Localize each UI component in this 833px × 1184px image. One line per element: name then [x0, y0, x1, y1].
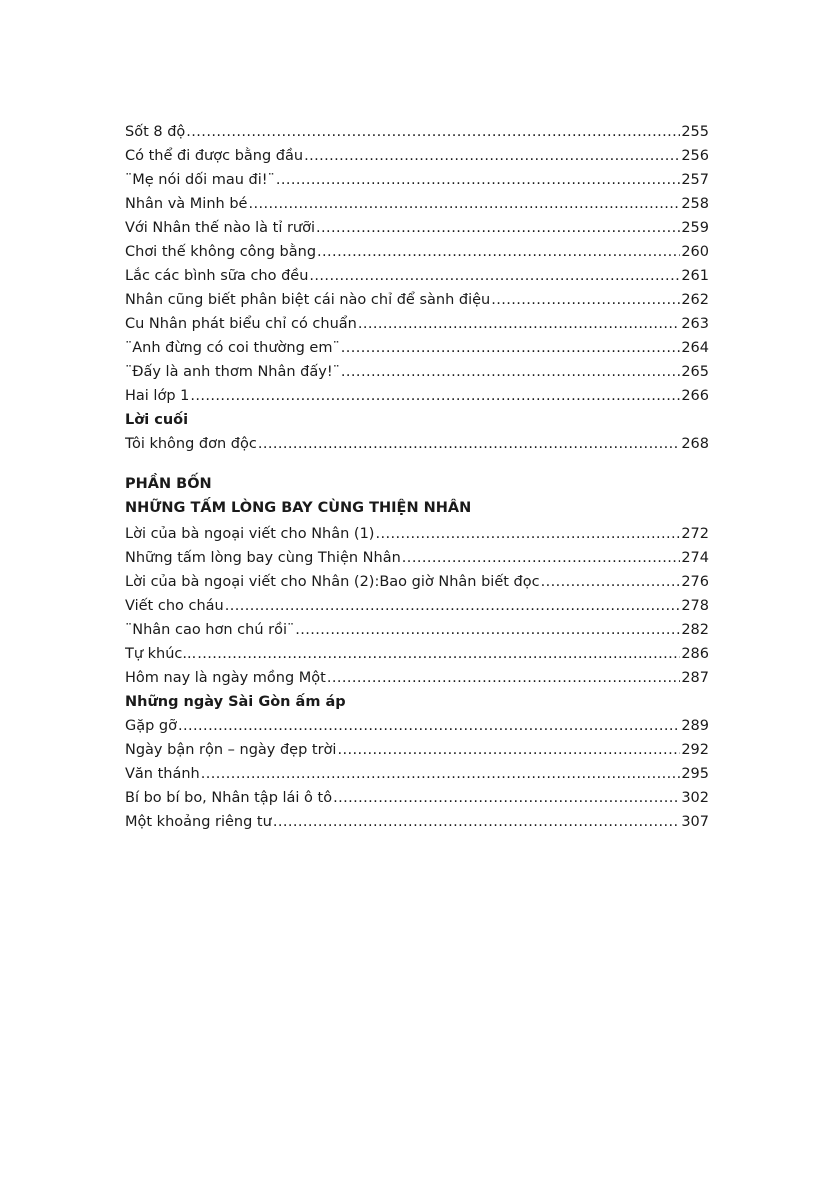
- toc-entry: [125, 216, 709, 240]
- toc-entry-page: 278: [681, 598, 709, 614]
- dot-leader: [276, 168, 681, 192]
- table-of-contents: [125, 120, 709, 834]
- toc-entry-page: 259: [681, 220, 709, 236]
- toc-entry: [125, 666, 709, 690]
- section-heading: Những ngày Sài Gòn ấm áp: [125, 694, 346, 710]
- toc-entry-page: 295: [681, 766, 709, 782]
- toc-entry: [125, 618, 709, 642]
- toc-entry-title: Những tấm lòng bay cùng Thiện Nhân: [125, 550, 401, 566]
- toc-entry: [125, 264, 709, 288]
- toc-entry-title: Viết cho cháu: [125, 598, 224, 614]
- toc-entry: [125, 432, 709, 456]
- toc-entry: [125, 120, 709, 144]
- toc-entry-title: Hai lớp 1: [125, 388, 190, 404]
- dot-leader: [316, 216, 680, 240]
- toc-entry: [125, 714, 709, 738]
- toc-entry-page: 292: [681, 742, 709, 758]
- toc-entry-title: Sốt 8 độ: [125, 124, 186, 140]
- toc-entry: [125, 336, 709, 360]
- dot-leader: [333, 786, 680, 810]
- part-subtitle: NHỮNG TẤM LÒNG BAY CÙNG THIỆN NHÂN: [125, 500, 472, 516]
- toc-entry-title: Tự khúc...: [125, 646, 197, 662]
- toc-entry-page: 261: [681, 268, 709, 284]
- toc-entry: [125, 738, 709, 762]
- toc-entry-title: Nhân và Minh bé: [125, 196, 248, 212]
- dot-leader: [295, 618, 680, 642]
- dot-leader: [258, 432, 680, 456]
- toc-entry: [125, 546, 709, 570]
- dot-leader: [491, 288, 680, 312]
- toc-entry: [125, 288, 709, 312]
- toc-group: [125, 432, 709, 456]
- toc-entry: [125, 642, 709, 666]
- dot-leader: [337, 738, 680, 762]
- toc-entry-page: 262: [681, 292, 709, 308]
- dot-leader: [309, 264, 680, 288]
- toc-entry: [125, 240, 709, 264]
- toc-entry: [125, 762, 709, 786]
- toc-group: [125, 522, 709, 690]
- dot-leader: [327, 666, 680, 690]
- toc-entry-title: Lắc các bình sữa cho đều: [125, 268, 309, 284]
- toc-entry-title: ¨Nhân cao hơn chú rồi¨: [125, 622, 295, 638]
- dot-leader: [190, 384, 680, 408]
- toc-entry: [125, 144, 709, 168]
- toc-entry-page: 258: [681, 196, 709, 212]
- toc-entry: [125, 522, 709, 546]
- dot-leader: [304, 144, 680, 168]
- toc-entry-title: Gặp gỡ: [125, 718, 178, 734]
- toc-entry: [125, 786, 709, 810]
- toc-entry-title: Bí bo bí bo, Nhân tập lái ô tô: [125, 790, 333, 806]
- toc-group: [125, 714, 709, 834]
- toc-entry-page: 272: [681, 526, 709, 542]
- toc-entry-page: 276: [681, 574, 709, 590]
- toc-entry-title: Có thể đi được bằng đầu: [125, 148, 304, 164]
- toc-entry-page: 256: [681, 148, 709, 164]
- toc-entry: [125, 384, 709, 408]
- toc-entry: [125, 168, 709, 192]
- toc-entry-title: Lời của bà ngoại viết cho Nhân (1): [125, 526, 375, 542]
- toc-entry-page: 266: [681, 388, 709, 404]
- dot-leader: [402, 546, 681, 570]
- toc-entry-page: 264: [681, 340, 709, 356]
- dot-leader: [197, 642, 680, 666]
- toc-entry-title: Ngày bận rộn – ngày đẹp trời: [125, 742, 337, 758]
- toc-group: [125, 120, 709, 408]
- spacer: [125, 456, 709, 472]
- toc-entry-page: 307: [681, 814, 709, 830]
- toc-entry-page: 263: [681, 316, 709, 332]
- dot-leader: [541, 570, 681, 594]
- toc-entry-title: Cu Nhân phát biểu chỉ có chuẩn: [125, 316, 357, 332]
- toc-entry: [125, 192, 709, 216]
- toc-entry-title: ¨Mẹ nói dối mau đi!¨: [125, 172, 275, 188]
- toc-entry-title: Lời của bà ngoại viết cho Nhân (2):Bao giờ Nhân biết đọc: [125, 574, 540, 590]
- toc-entry-page: 289: [681, 718, 709, 734]
- toc-entry: [125, 360, 709, 384]
- toc-entry-title: Với Nhân thế nào là tỉ rưỡi: [125, 220, 316, 236]
- toc-entry-title: Tôi không đơn độc: [125, 436, 257, 452]
- part-title: PHẦN BỐN: [125, 476, 212, 492]
- toc-entry-title: Văn thánh: [125, 766, 200, 782]
- dot-leader: [375, 522, 680, 546]
- toc-entry-page: 274: [681, 550, 709, 566]
- dot-leader: [317, 240, 680, 264]
- toc-entry: [125, 312, 709, 336]
- toc-entry-title: Chơi thế không công bằng: [125, 244, 317, 260]
- dot-leader: [186, 120, 680, 144]
- toc-entry-page: 268: [681, 436, 709, 452]
- toc-entry: [125, 570, 709, 594]
- toc-entry: [125, 810, 709, 834]
- dot-leader: [341, 360, 680, 384]
- toc-entry-page: 260: [681, 244, 709, 260]
- toc-entry-title: Một khoảng riêng tư: [125, 814, 272, 830]
- toc-entry-page: 257: [681, 172, 709, 188]
- toc-entry-page: 286: [681, 646, 709, 662]
- dot-leader: [178, 714, 680, 738]
- toc-entry: [125, 594, 709, 618]
- section-heading: Lời cuối: [125, 412, 189, 428]
- toc-entry-title: Nhân cũng biết phân biệt cái nào chỉ để sành điệu: [125, 292, 491, 308]
- dot-leader: [225, 594, 681, 618]
- toc-entry-title: ¨Đấy là anh thơm Nhân đấy!¨: [125, 364, 340, 380]
- dot-leader: [273, 810, 681, 834]
- dot-leader: [248, 192, 680, 216]
- dot-leader: [201, 762, 681, 786]
- toc-entry-title: ¨Anh đừng có coi thường em¨: [125, 340, 340, 356]
- toc-entry-page: 265: [681, 364, 709, 380]
- toc-entry-page: 282: [681, 622, 709, 638]
- dot-leader: [341, 336, 681, 360]
- toc-entry-page: 255: [681, 124, 709, 140]
- toc-entry-page: 287: [681, 670, 709, 686]
- dot-leader: [358, 312, 680, 336]
- toc-entry-page: 302: [681, 790, 709, 806]
- toc-entry-title: Hôm nay là ngày mồng Một: [125, 670, 326, 686]
